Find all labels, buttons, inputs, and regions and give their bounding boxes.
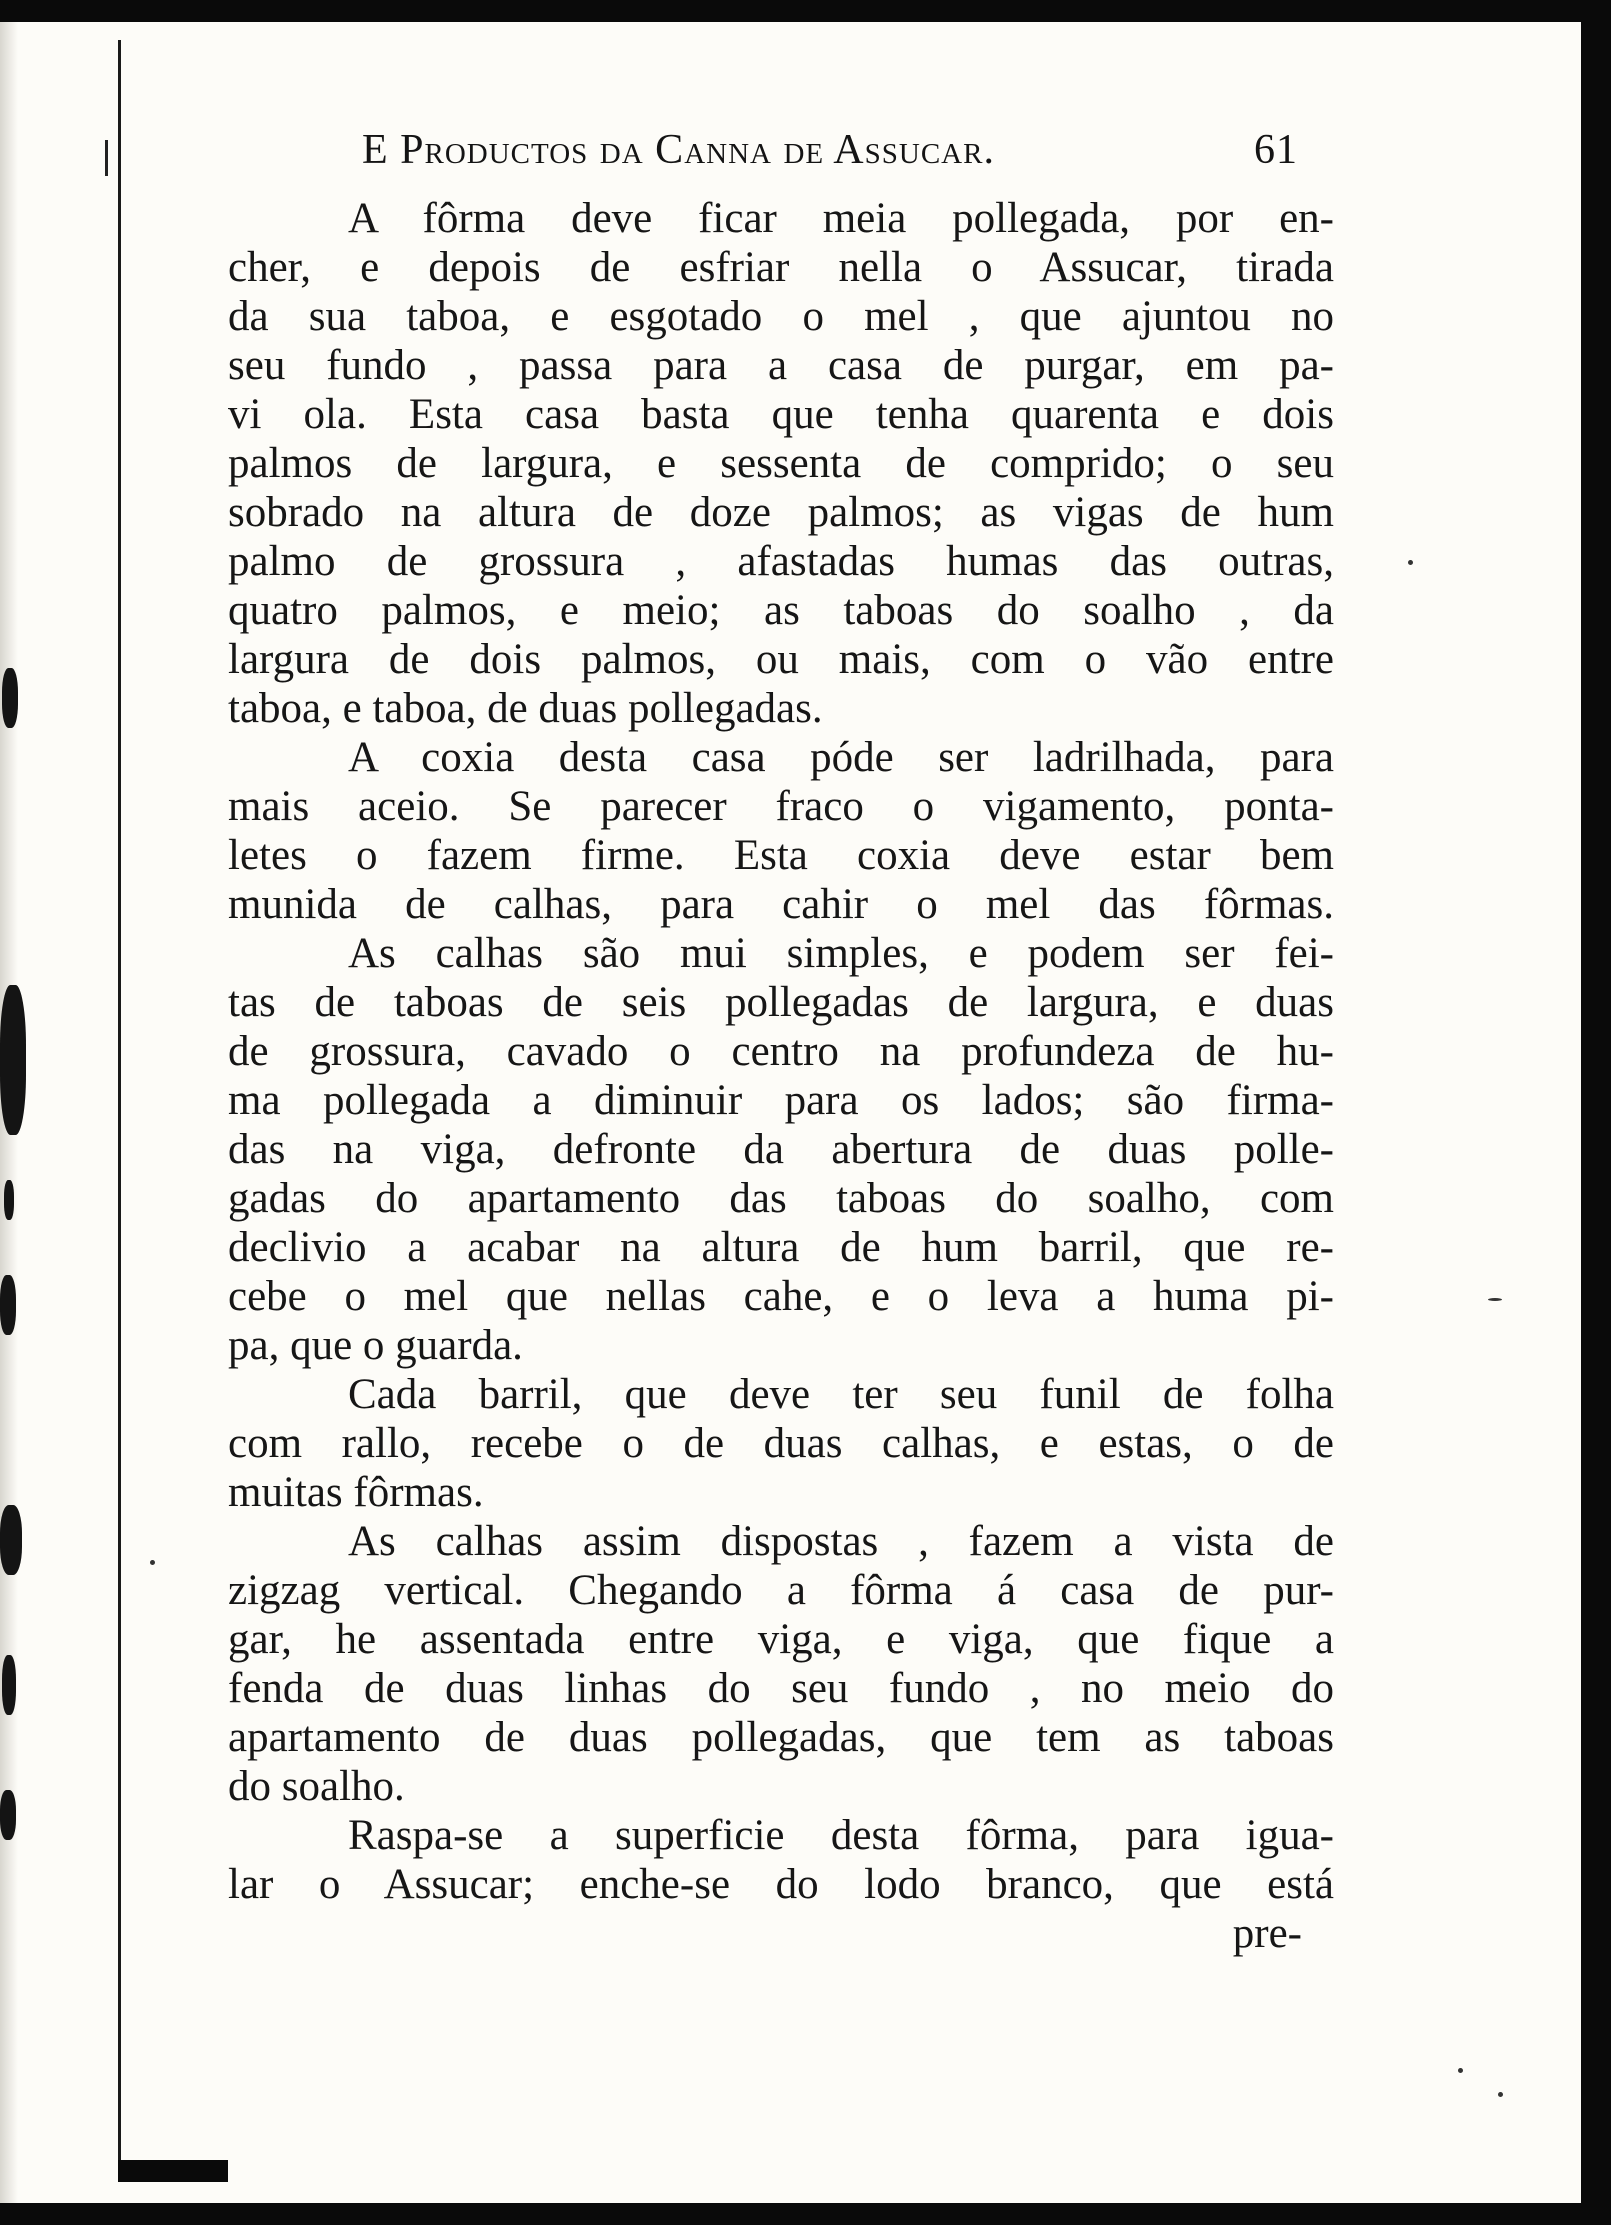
ink-blot — [0, 1275, 16, 1335]
text-line: cher, e depois de esfriar nella o Assucar, tirada — [228, 244, 1334, 291]
paper-speck — [1458, 2068, 1463, 2073]
page-number: 61 — [1254, 127, 1298, 173]
text-line: das na viga, defronte da abertura de duas polle- — [228, 1126, 1334, 1173]
text-line: declivio a acabar na altura de hum barril, que re- — [228, 1224, 1334, 1271]
text-line: gar, he assentada entre viga, e viga, que fique a — [228, 1616, 1334, 1663]
text-line: seu fundo , passa para a casa de purgar, em pa- — [228, 342, 1334, 389]
paper-speck — [1488, 1298, 1502, 1301]
text-line: largura de dois palmos, ou mais, com o vão entre — [228, 636, 1334, 683]
text-line: palmo de grossura , afastadas humas das outras, — [228, 538, 1334, 585]
body-text — [228, 194, 1334, 1958]
ink-blot — [0, 1505, 22, 1575]
ink-blot — [2, 1655, 16, 1715]
text-line: zigzag vertical. Chegando a fôrma á casa de pur- — [228, 1567, 1334, 1614]
text-line: letes o fazem firme. Esta coxia deve estar bem — [228, 832, 1334, 879]
catchword: pre- — [1232, 1910, 1302, 1957]
text-line: taboa, e taboa, de duas pollegadas. — [228, 685, 823, 732]
text-line: cebe o mel que nellas cahe, e o leva a huma pi- — [228, 1273, 1334, 1320]
scan-bottom-edge — [0, 2203, 1611, 2225]
text-line: munida de calhas, para cahir o mel das fôrmas. — [228, 881, 1334, 928]
text-line: quatro palmos, e meio; as taboas do soalho , da — [228, 587, 1334, 634]
text-line: da sua taboa, e esgotado o mel , que ajuntou no — [228, 293, 1334, 340]
text-line: As calhas assim dispostas , fazem a vista de — [348, 1518, 1334, 1565]
text-line: palmos de largura, e sessenta de comprido; o seu — [228, 440, 1334, 487]
text-line: de grossura, cavado o centro na profundeza de hu- — [228, 1028, 1334, 1075]
text-line: tas de taboas de seis pollegadas de largura, e duas — [228, 979, 1334, 1026]
ink-blot — [0, 1790, 16, 1840]
text-line: A coxia desta casa póde ser ladrilhada, para — [348, 734, 1334, 781]
binding-gutter-corner — [118, 2160, 228, 2182]
running-head — [362, 126, 1342, 186]
text-line: mais aceio. Se parecer fraco o vigamento, ponta- — [228, 783, 1334, 830]
text-line: apartamento de duas pollegadas, que tem as taboas — [228, 1714, 1334, 1761]
text-line: muitas fôrmas. — [228, 1469, 484, 1516]
binding-mark — [105, 140, 108, 176]
text-line: com rallo, recebe o de duas calhas, e estas, o de — [228, 1420, 1334, 1467]
ink-blot — [4, 1180, 14, 1220]
ink-blot — [0, 985, 26, 1135]
text-line: do soalho. — [228, 1763, 405, 1810]
text-line: Cada barril, que deve ter seu funil de folha — [348, 1371, 1334, 1418]
scan-top-edge — [0, 0, 1611, 22]
binding-gutter-line — [118, 40, 121, 2175]
text-line: vi ola. Esta casa basta que tenha quarenta e dois — [228, 391, 1334, 438]
text-line: Raspa-se a superficie desta fôrma, para igua- — [348, 1812, 1334, 1859]
text-line: fenda de duas linhas do seu fundo , no meio do — [228, 1665, 1334, 1712]
scan-right-edge — [1581, 0, 1611, 2225]
text-line: A fôrma deve ficar meia pollegada, por en- — [348, 195, 1334, 242]
text-line: ma pollegada a diminuir para os lados; são firma- — [228, 1077, 1334, 1124]
text-line: As calhas são mui simples, e podem ser fei- — [348, 930, 1334, 977]
text-line: lar o Assucar; enche-se do lodo branco, que está — [228, 1861, 1334, 1908]
running-head-title: E Productos da Canna de Assucar. — [362, 127, 995, 173]
text-line: gadas do apartamento das taboas do soalho, com — [228, 1175, 1334, 1222]
ink-blot — [2, 668, 18, 728]
paper-speck — [1408, 560, 1413, 565]
paper-speck — [1498, 2092, 1503, 2097]
paper-speck — [150, 1560, 155, 1565]
text-line: pa, que o guarda. — [228, 1322, 523, 1369]
text-line: sobrado na altura de doze palmos; as vigas de hum — [228, 489, 1334, 536]
